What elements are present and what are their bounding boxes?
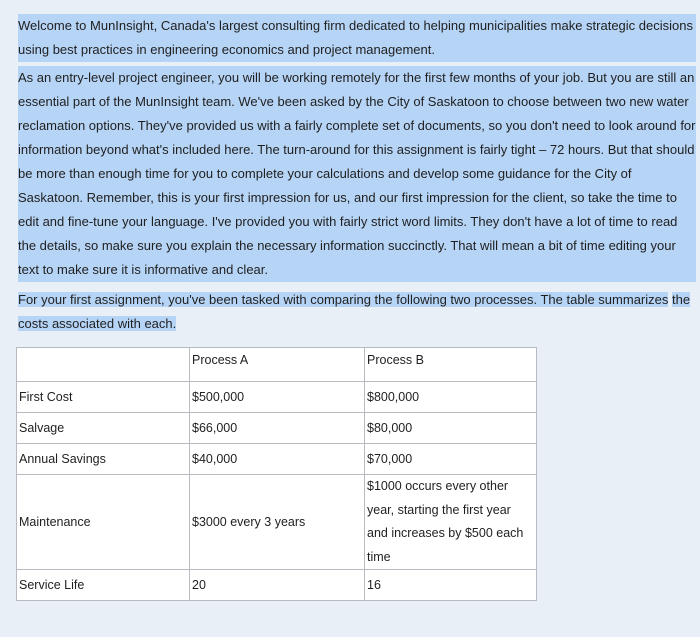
- process-b-value: 16: [365, 570, 537, 601]
- table-row: [17, 382, 537, 413]
- row-label: First Cost: [17, 382, 190, 413]
- intro-paragraph: Welcome to MunInsight, Canada's largest consulting firm dedicated to helping municipalities make strategic decisions using best practices in engineering economics and project management.: [18, 14, 696, 62]
- table-header-process-b: Process B: [365, 348, 537, 382]
- process-a-value: $500,000: [190, 382, 365, 413]
- table-header-process-a: Process A: [190, 348, 365, 382]
- process-b-value: $800,000: [365, 382, 537, 413]
- task-paragraph-tail: the costs associated with each.: [18, 292, 691, 331]
- table-header-cell-empty: [17, 348, 190, 382]
- row-label: Service Life: [17, 570, 190, 601]
- row-label: Annual Savings: [17, 444, 190, 475]
- cost-comparison-table: [16, 347, 537, 601]
- row-label: Maintenance: [17, 475, 190, 570]
- table-header-row: [17, 348, 537, 382]
- process-a-value: $66,000: [190, 413, 365, 444]
- table-row: [17, 570, 537, 601]
- process-a-value: 20: [190, 570, 365, 601]
- process-b-value: $1000 occurs every other year, starting the first year and increases by $500 each time: [365, 475, 537, 570]
- process-a-value: $3000 every 3 years: [190, 475, 365, 570]
- table-row: [17, 444, 537, 475]
- task-paragraph-main: For your first assignment, you've been tasked with comparing the following two processes. The table summarizes: [18, 292, 669, 307]
- process-b-value: $80,000: [365, 413, 537, 444]
- assignment-paragraph: As an entry-level project engineer, you will be working remotely for the first few months of your job. But you are still an essential part of the MunInsight team. We've been asked by the City of Saskatoon to choose between two new water reclamation options. They've provided us with a fairly complete set of documents, so you don't need to look around for information beyond what's included here. The turn-around for this assignment is fairly tight – 72 hours. But that should be more than enough time for you to complete your calculations and develop some guidance for the City of Saskatoon. Remember, this is your first impression for us, and our first impression for the client, so take the time to edit and fine-tune your language. I've provided you with fairly strict word limits. They don't have a lot of time to read the details, so make sure you explain the necessary information succinctly. That will mean a bit of time editing your text to make sure it is informative and clear.: [18, 66, 696, 282]
- process-a-value: $40,000: [190, 444, 365, 475]
- table-row: [17, 475, 537, 570]
- table-row: [17, 413, 537, 444]
- task-paragraph: [18, 288, 696, 336]
- process-b-value: $70,000: [365, 444, 537, 475]
- row-label: Salvage: [17, 413, 190, 444]
